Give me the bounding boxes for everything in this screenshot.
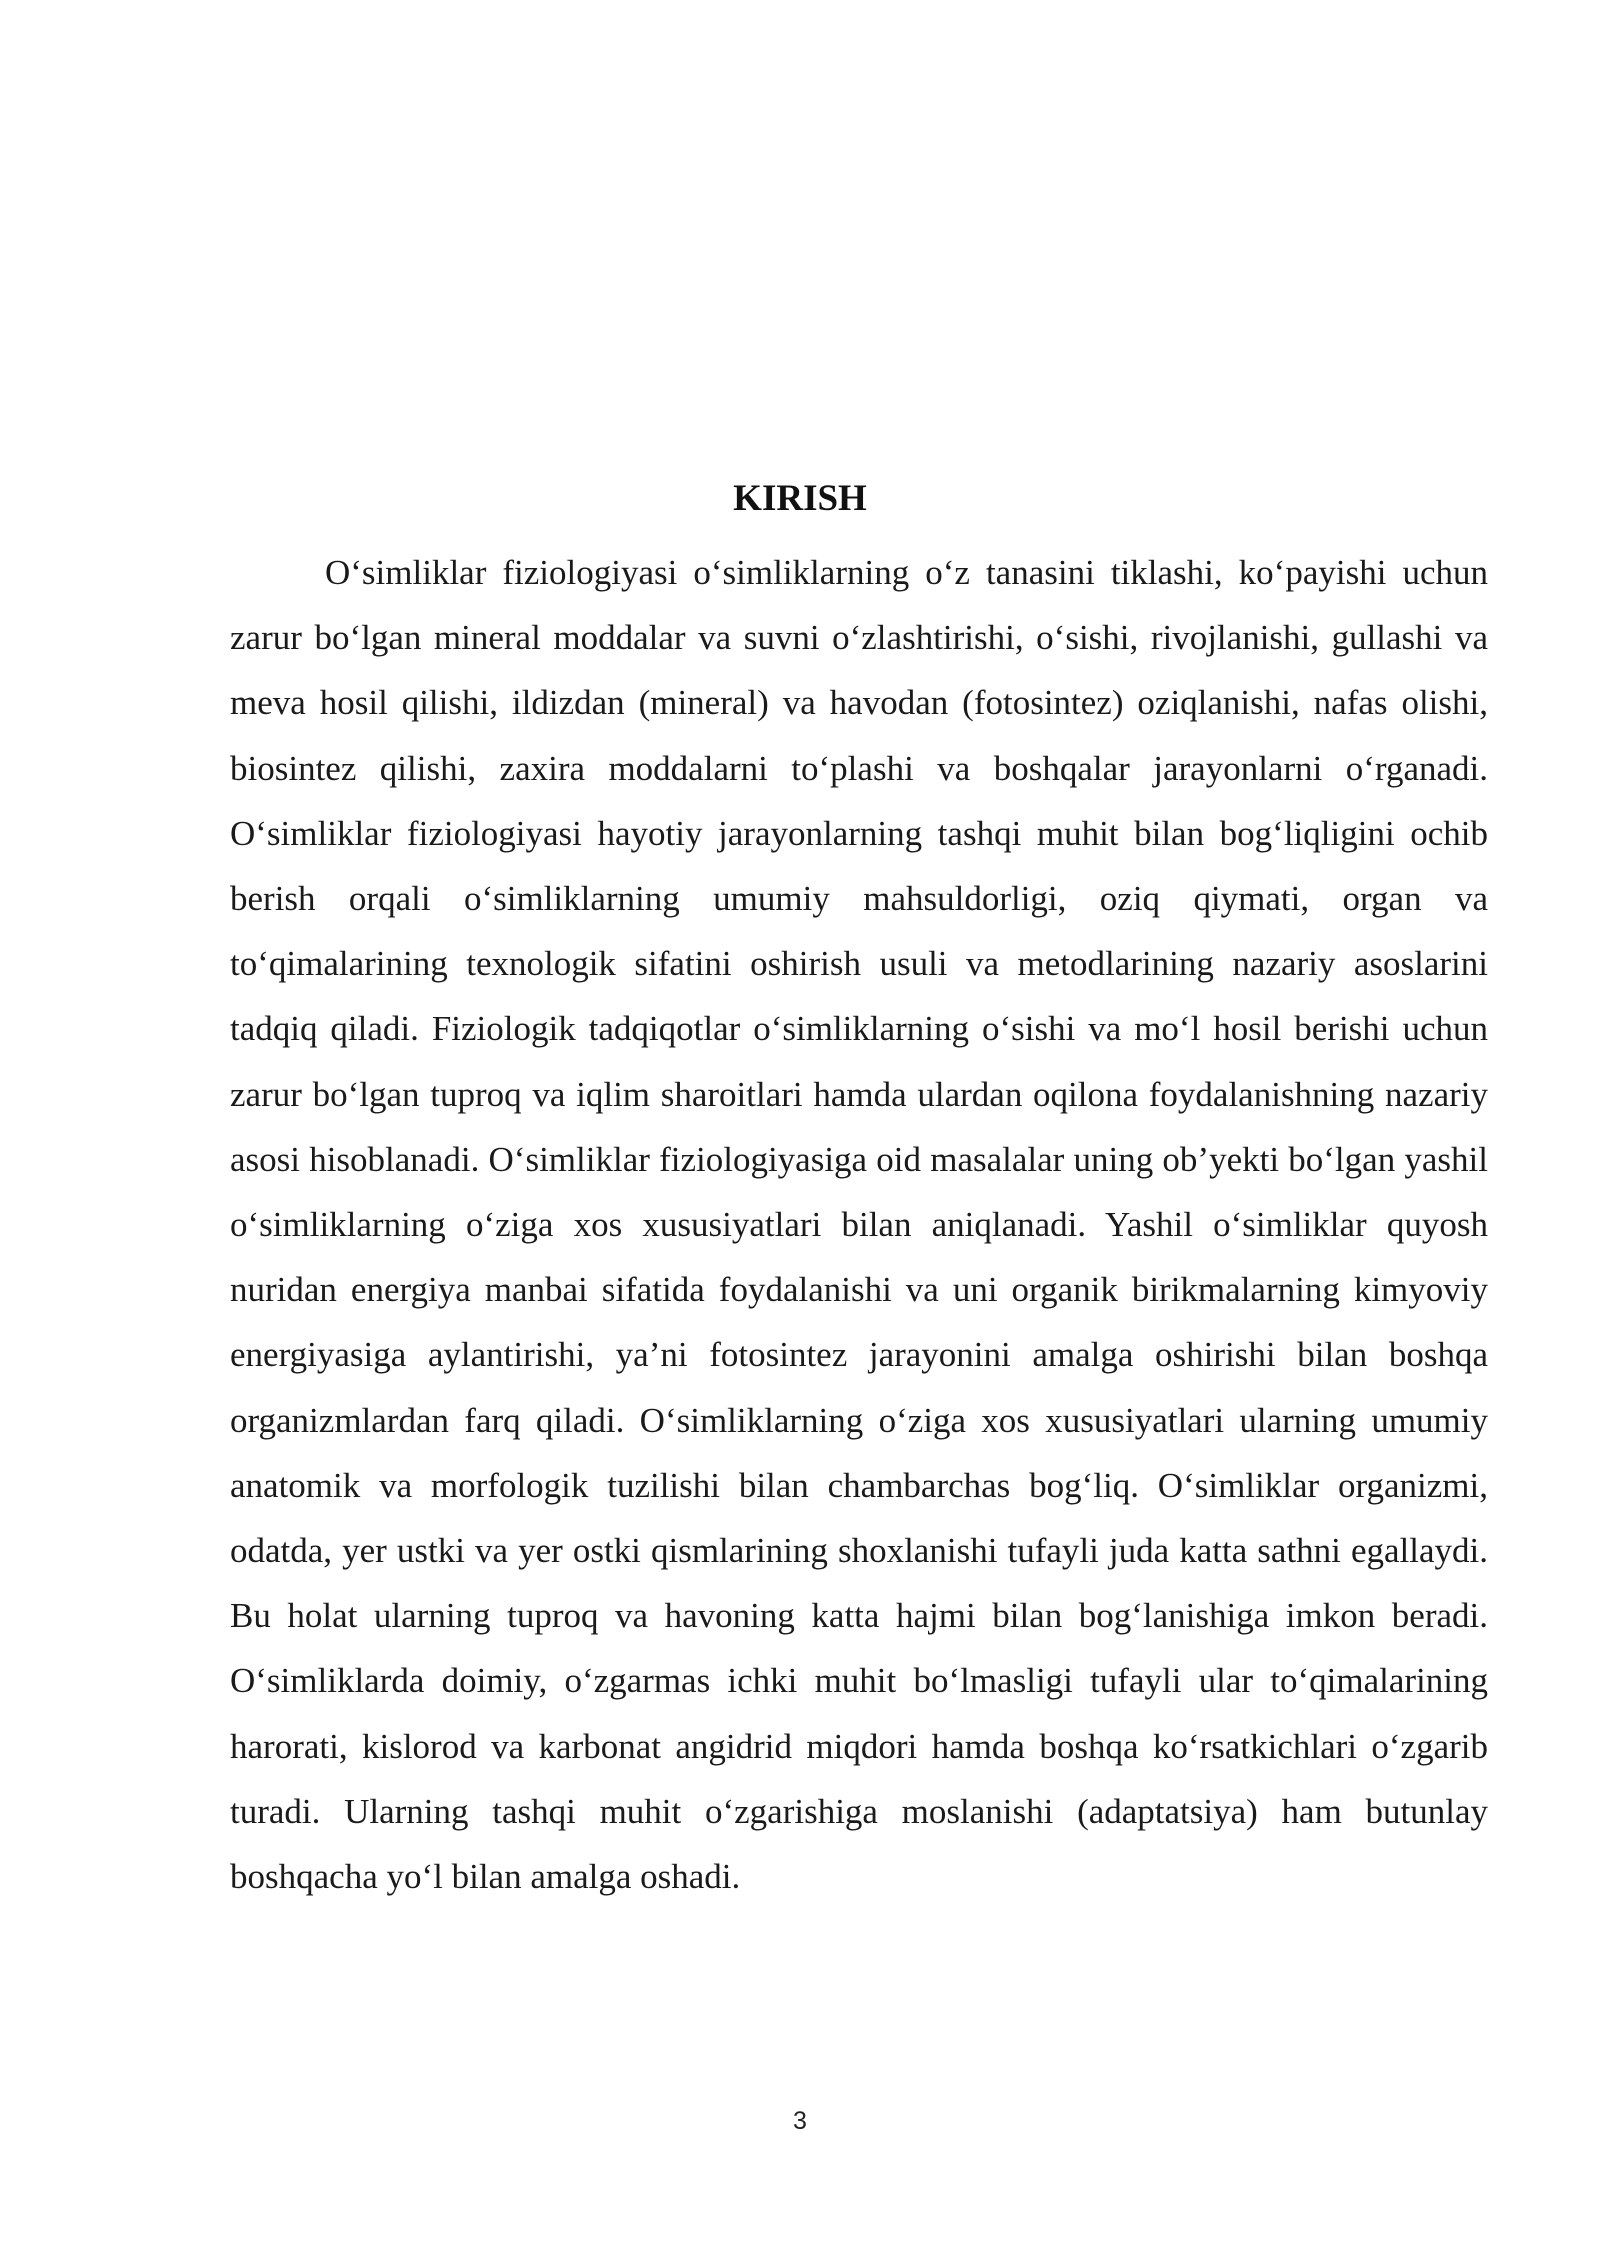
page-number: 3 [793,2107,807,2135]
body-paragraph: O‘simliklar fiziologiyasi o‘simliklarning o‘z tanasini tiklashi, ko‘payishi uchun zarur bo‘lgan mineral moddalar va suvni o‘zlashtirishi, o‘sishi, rivojlanishi, gullashi va meva hosil qilishi, ildizdan (mineral) va havodan (fotosintez) oziqlanishi, nafas olishi, biosintez qilishi, zaxira moddalarni to‘plashi va boshqalar jarayonlarni o‘rganadi. O‘simliklar fiziologiyasi hayotiy jarayonlarning tashqi muhit bilan bog‘liqligini ochib berish orqali o‘simliklarning umumiy mahsuldorligi, oziq qiymati, organ va to‘qimalarining texnologik sifatini oshirish usuli va metodlarining nazariy asoslarini tadqiq qiladi. Fiziologik tadqiqotlar o‘simliklarning o‘sishi va mo‘l hosil berishi uchun zarur bo‘lgan tuproq va iqlim sharoitlari hamda ulardan oqilona foydalanishning nazariy asosi hisoblanadi. O‘simliklar fiziologiyasiga oid masalalar uning ob’yekti bo‘lgan yashil o‘simliklarning o‘ziga xos xususiyatlari bilan aniqlanadi. Yashil o‘simliklar quyosh nuridan energiya manbai sifatida foydalanishi va uni organik birikmalarning kimyoviy energiyasiga aylantirishi, ya’ni fotosintez jarayonini amalga oshirishi bilan boshqa organizmlardan farq qiladi. O‘simliklarning o‘ziga xos xususiyatlari ularning umumiy anatomik va morfologik tuzilishi bilan chambarchas bog‘liq. O‘simliklar organizmi, odatda, yer ustki va yer ostki qismlarining shoxlanishi tufayli juda katta sathni egallaydi. Bu holat ularning tuproq va havoning katta hajmi bilan bog‘lanishiga imkon beradi. O‘simliklarda doimiy, o‘zgarmas ichki muhit bo‘lmasligi tufayli ular to‘qimalarining harorati, kislorod va karbonat angidrid miqdori hamda boshqa ko‘rsatkichlari o‘zgarib turadi. Ularning tashqi muhit o‘zgarishiga moslanishi (adaptatsiya) ham butunlay boshqacha yo‘l bilan amalga oshadi. [230,553,1488,1897]
section-heading: KIRISH [733,478,867,519]
